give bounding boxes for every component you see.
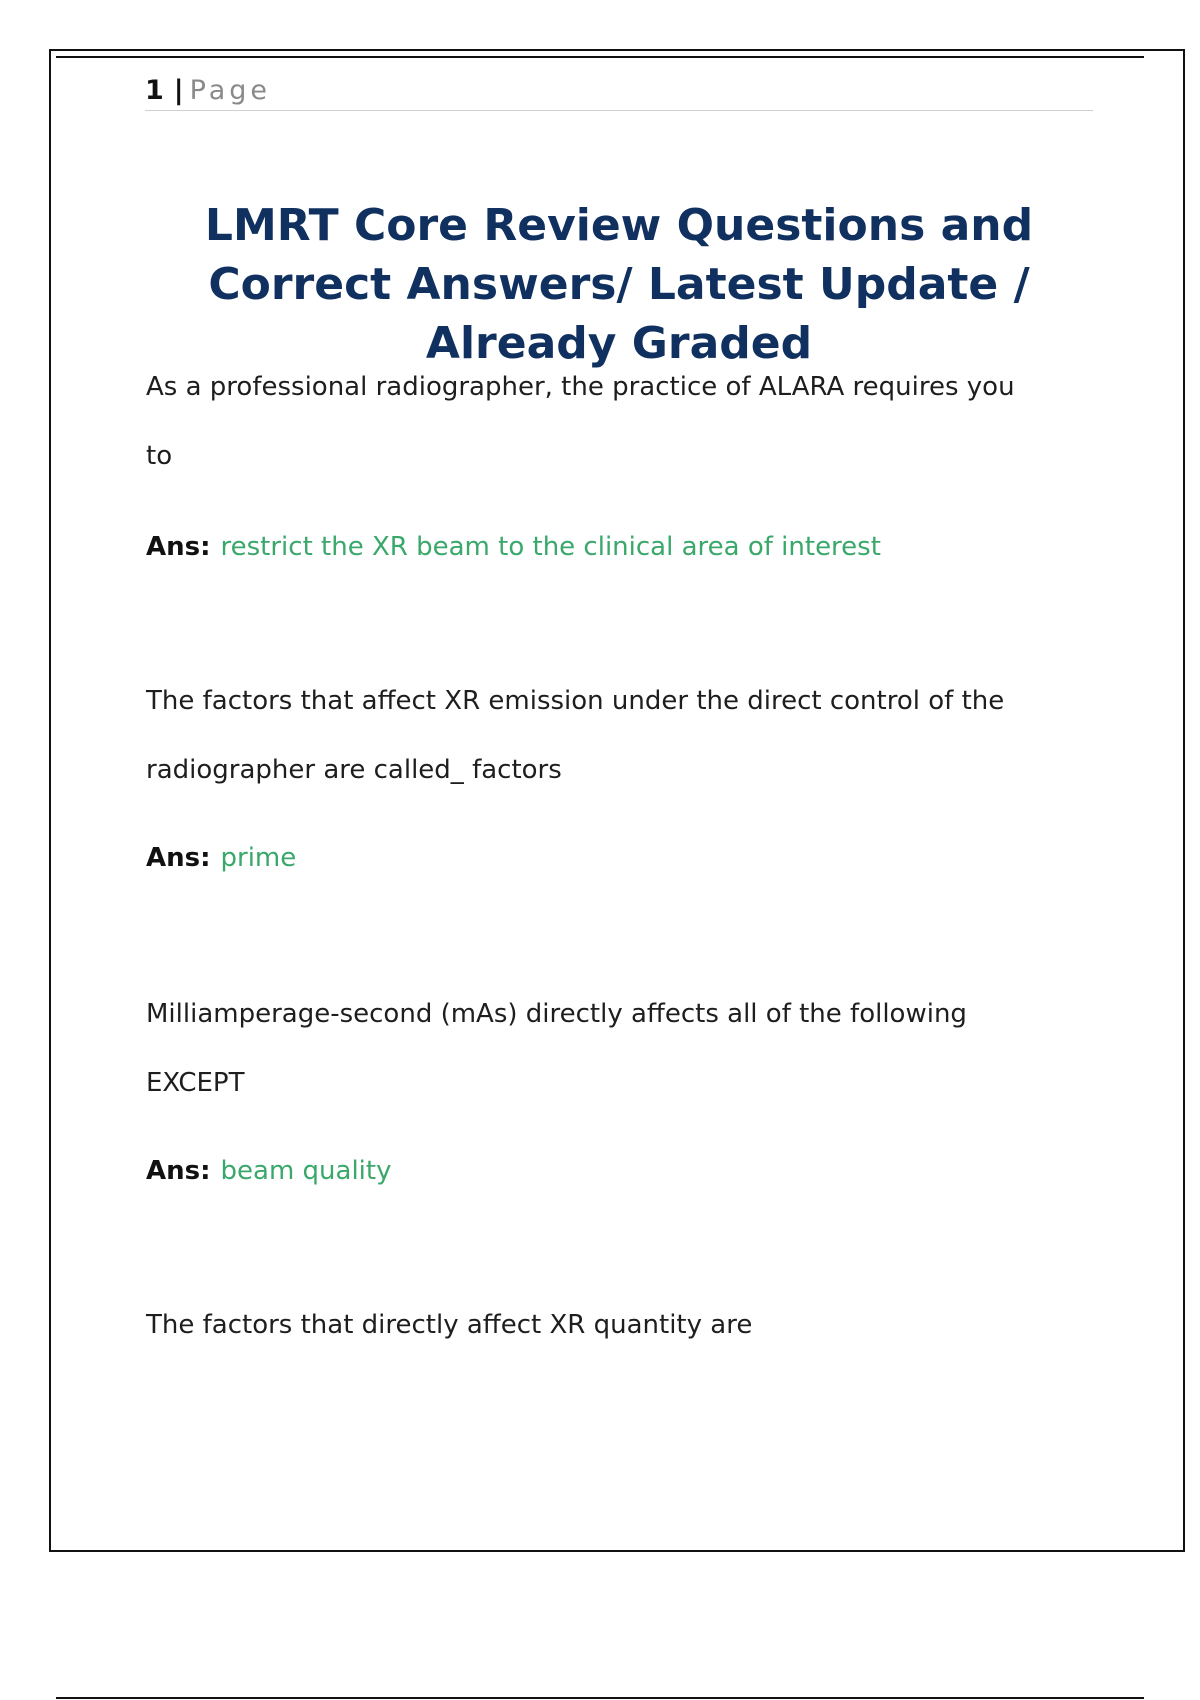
answer-label: Ans: xyxy=(146,532,211,562)
answer-1-text: restrict the XR beam to the clinical area of interest xyxy=(220,532,881,562)
bottom-rule xyxy=(56,1697,1144,1699)
question-3-line-1: Milliamperage-second (mAs) directly affects all of the following xyxy=(146,999,967,1029)
question-2-line-1: The factors that affect XR emission under the direct control of the xyxy=(146,686,1005,716)
question-4-line-1: The factors that directly affect XR quantity are xyxy=(146,1310,753,1340)
page-header xyxy=(145,74,1093,111)
question-1-line-1: As a professional radiographer, the practice of ALARA requires you xyxy=(146,372,1015,402)
answer-label: Ans: xyxy=(146,843,211,873)
page-number: 1 xyxy=(145,75,164,106)
answer-3-text: beam quality xyxy=(220,1156,392,1186)
question-2-line-2: radiographer are called_ factors xyxy=(146,755,562,785)
answer-label: Ans: xyxy=(146,1156,211,1186)
question-3-line-2: EXCEPT xyxy=(146,1068,245,1098)
answer-1 xyxy=(146,532,1086,562)
answer-2-text: prime xyxy=(220,843,297,873)
top-rule xyxy=(56,56,1144,58)
question-1-line-2: to xyxy=(146,441,173,471)
page-label: Page xyxy=(189,75,272,106)
page-separator: | xyxy=(173,75,184,106)
answer-3 xyxy=(146,1156,1086,1186)
answer-2 xyxy=(146,843,1086,873)
document-title: LMRT Core Review Questions and Correct Answers/ Latest Update / Already Graded xyxy=(204,200,1034,369)
